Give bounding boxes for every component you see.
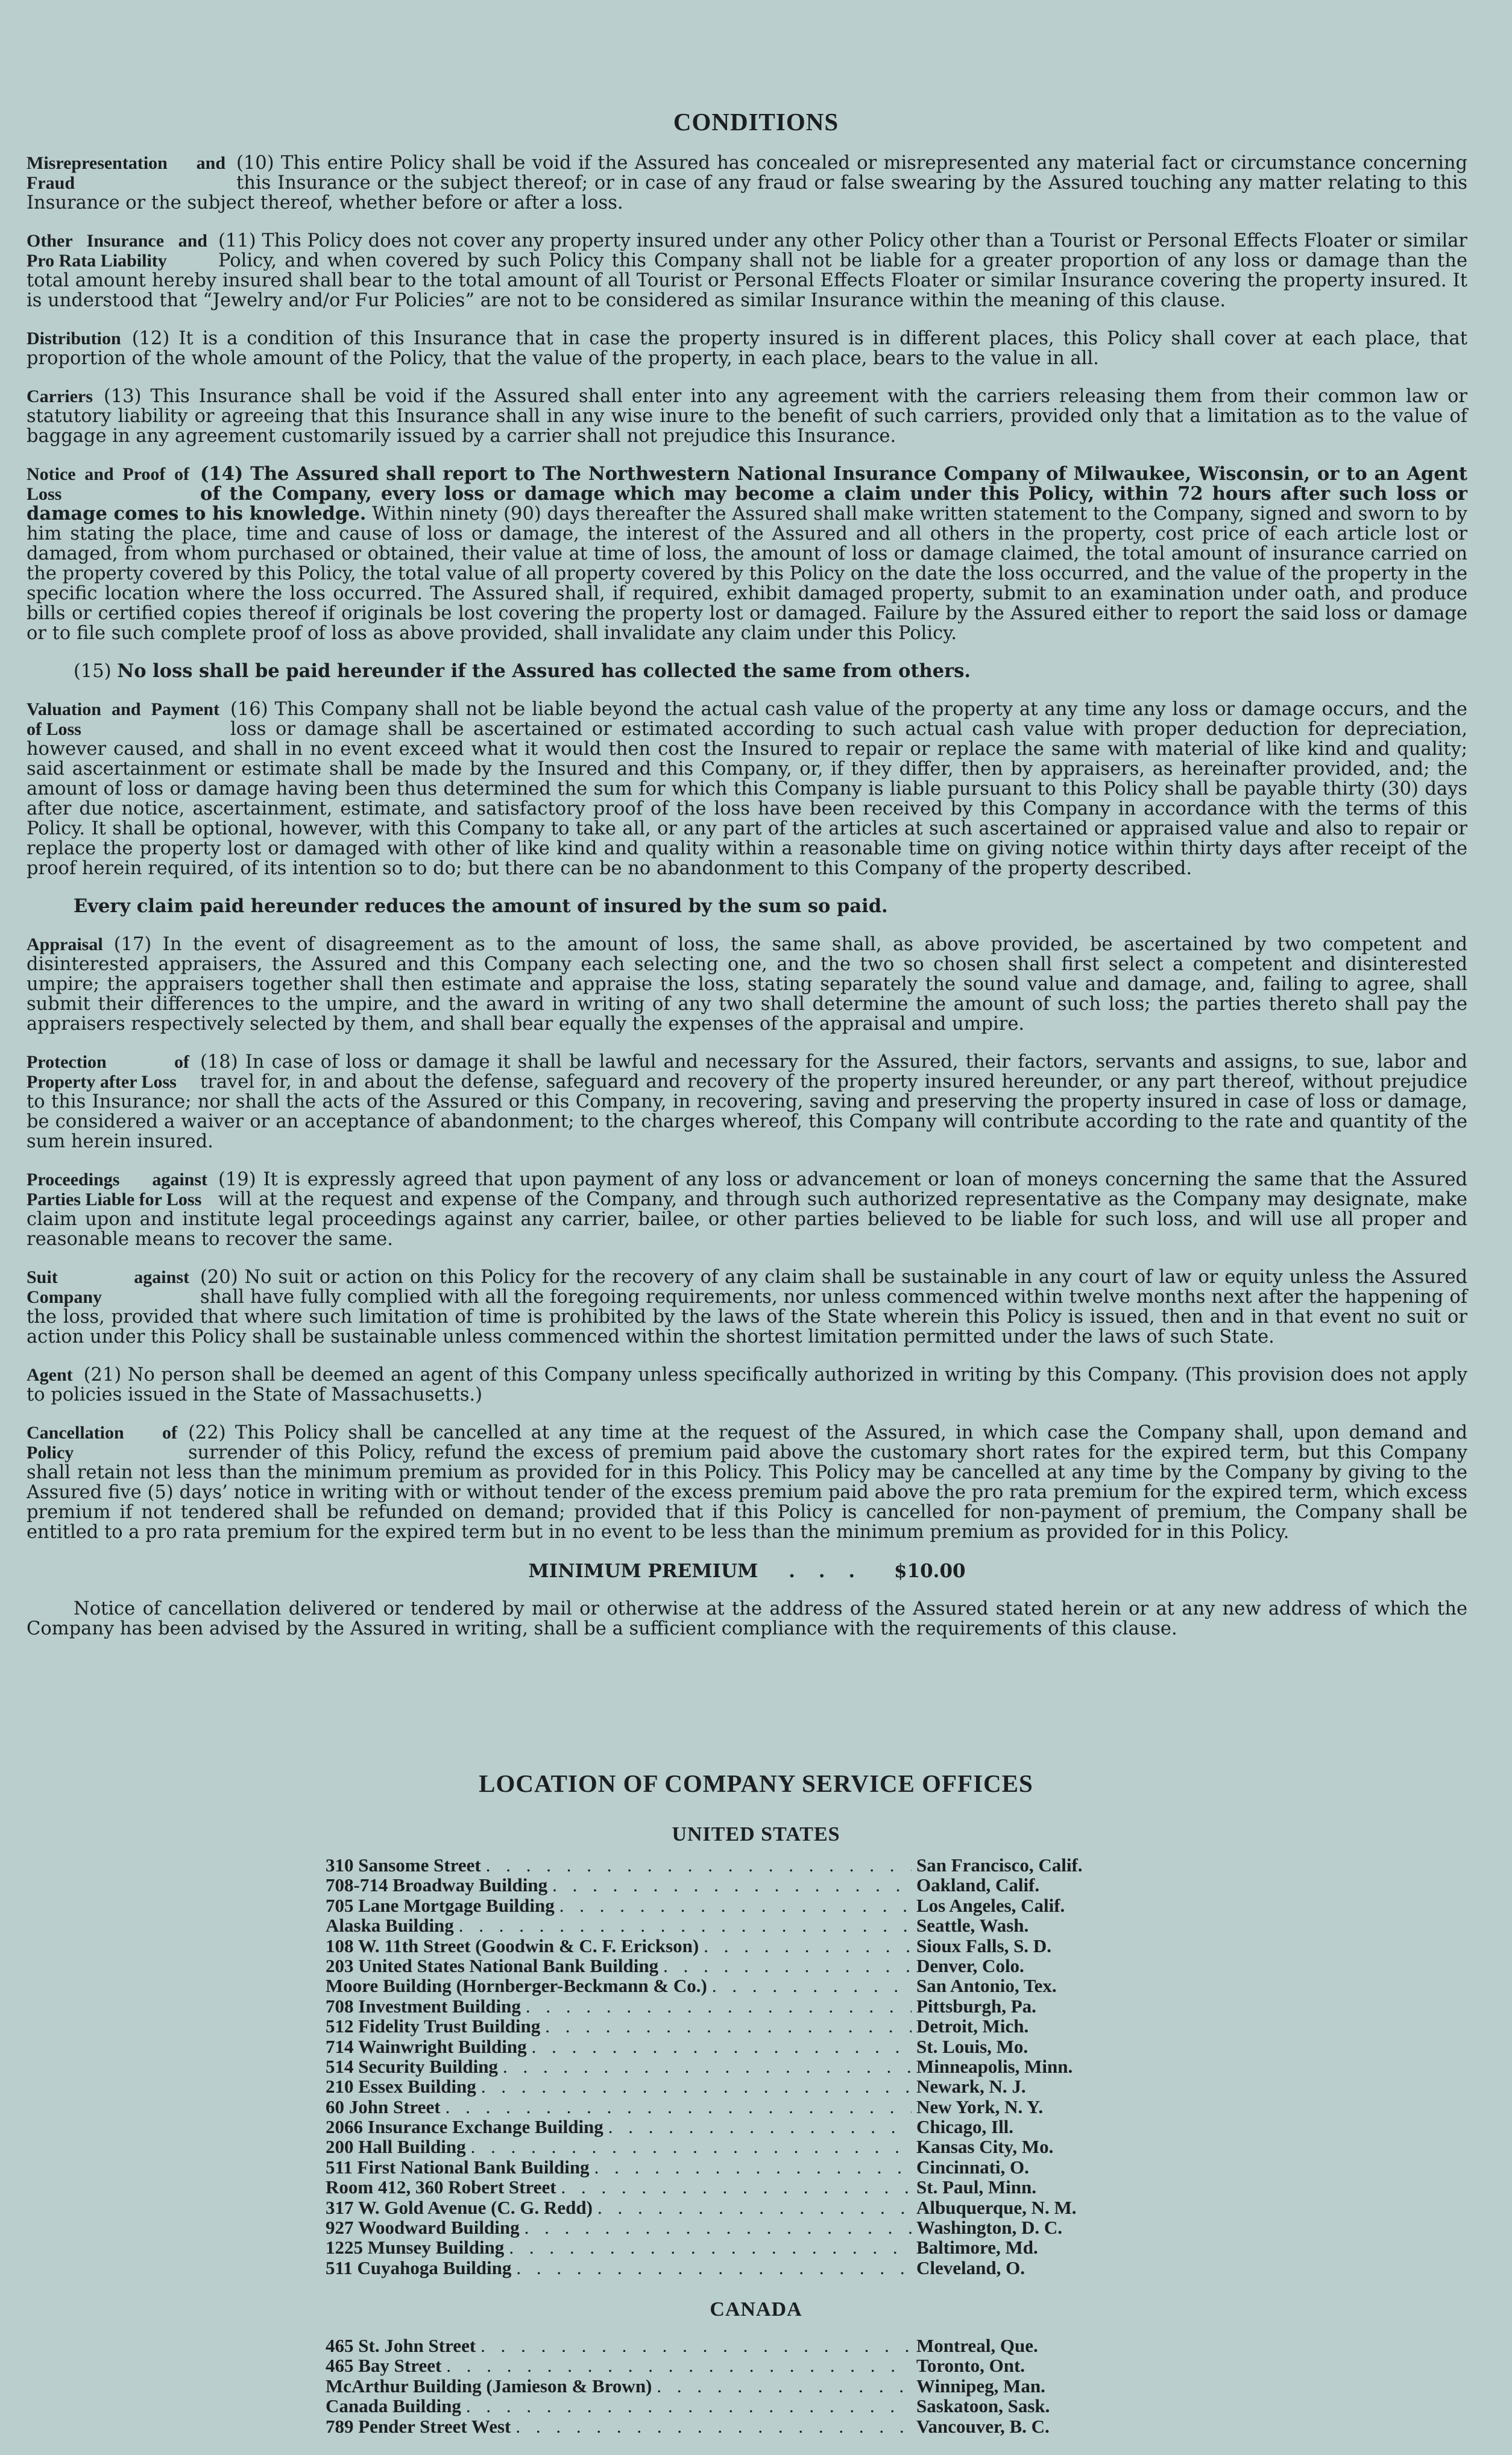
clause-16 (27, 699, 1467, 878)
office-row (326, 2257, 1170, 2277)
clause-number: (15) (74, 661, 112, 682)
clause-12 (27, 329, 1467, 368)
clause-label: Carriers (27, 386, 93, 406)
office-row (326, 2355, 1170, 2375)
clause-label: Other Insurance and Pro Rata Liability (27, 231, 207, 271)
office-row (326, 1895, 1170, 1915)
minimum-premium-value: $10.00 (893, 1560, 966, 1582)
claim-reduction-note (27, 897, 1467, 916)
clause-text: (19) It is expressly agreed that upon payment of any loss or advancement or loan of moneys concerning the same that the Assured will at the request and expense of the Company, and through such authorized representative as the Company may designate, make claim upon and institute legal proceedings against any carrier, bailee, or other parties believed to be liable for such loss, and will use all proper and reasonable means to recover the same. (27, 1169, 1467, 1250)
dot-leader (446, 2355, 912, 2377)
clause-text: (11) This Policy does not cover any property insured under any other Policy other than a Tourist or Personal Effects Floater or similar Policy, and when covered by such Policy this Company shall not be liable for a greater proportion of any loss or damage than the total amount hereby insured shall bear to the total amount of all Tourist or Personal Effects Floater or similar Insurance covering the property insured. It is understood that “Jewelry and/or Fur Policies” are not to be considered as similar Insurance within the meaning of this clause. (27, 230, 1467, 311)
clause-bold-text: No loss shall be paid hereunder if the Assured has collected the same from others. (117, 660, 971, 682)
office-address: 200 Hall Building (326, 2136, 466, 2158)
clause-label: Suit against Company (27, 1267, 189, 1307)
minimum-premium (27, 1560, 1467, 1582)
office-address: Room 412, 360 Robert Street (326, 2176, 556, 2198)
office-address: 317 W. Gold Avenue (C. G. Redd) (326, 2196, 593, 2218)
clause-10 (27, 153, 1467, 213)
office-address: 108 W. 11th Street (Goodwin & C. F. Erickson) (326, 1935, 699, 1956)
office-city: Vancouver, B. C. (916, 2415, 1050, 2437)
office-address: Alaska Building (326, 1915, 454, 1937)
office-city: San Antonio, Tex. (916, 1975, 1057, 1997)
office-address: 714 Wainwright Building (326, 2035, 527, 2057)
office-row (326, 2076, 1170, 2096)
office-city: Sioux Falls, S. D. (916, 1935, 1051, 1956)
office-address: McArthur Building (Jamieson & Brown) (326, 2375, 652, 2397)
office-row (326, 2395, 1170, 2415)
clause-label: Notice and Proof of Loss (27, 464, 189, 504)
us-section-title: UNITED STATES (672, 1823, 840, 1845)
clause-13 (27, 386, 1467, 446)
office-city: Denver, Colo. (916, 1955, 1024, 1976)
clause-20 (27, 1267, 1467, 1347)
office-row (326, 1874, 1170, 1894)
clause-18 (27, 1052, 1467, 1152)
dot-leader (459, 1915, 912, 1937)
office-city: Detroit, Mich. (916, 2015, 1029, 2037)
minimum-premium-dots: . . . (789, 1560, 864, 1582)
dot-leader (509, 2237, 912, 2258)
office-city: Baltimore, Md. (916, 2237, 1038, 2258)
conditions-clauses (27, 153, 1467, 1657)
office-address: 203 United States National Bank Building (326, 1955, 659, 1976)
clause-label: Distribution (27, 329, 121, 348)
office-address: 2066 Insurance Exchange Building (326, 2116, 603, 2138)
clause-text: (20) No suit or action on this Policy for the recovery of any claim shall be sustainable in any court of law or equity unless the Assured shall have fully complied with all the foregoing requirements, nor unless commenced within twelve months next after the happening of the loss, provided that where such limitation of time is prohibited by the laws of the State wherein this Policy is issued, then and in that event no suit or action under this Policy shall be sustainable unless commenced within the shortest limitation permitted under the laws of such State. (27, 1267, 1467, 1347)
office-row (326, 1855, 1170, 1874)
dot-leader (663, 1955, 912, 1977)
office-city: Chicago, Ill. (916, 2116, 1014, 2138)
office-city: Oakland, Calif. (916, 1874, 1040, 1896)
locations-title: LOCATION OF COMPANY SERVICE OFFICES (479, 1770, 1033, 1797)
office-city: Pittsburgh, Pa. (916, 1995, 1036, 2017)
office-row (326, 2036, 1170, 2056)
office-address: 708 Investment Building (326, 1995, 521, 2017)
dot-leader (466, 2395, 912, 2417)
dot-leader (446, 2096, 912, 2118)
office-city: Seattle, Wash. (916, 1915, 1029, 1937)
clause-text: (10) This entire Policy shall be void if the Assured has concealed or misrepresented any material fact or circumstance concerning this Insurance or the subject thereof; or in case of any fraud or false swearing by the Assured touching any matter relating to this Insurance or the subject thereof, whether before or after a loss. (27, 153, 1467, 213)
dot-leader (532, 2036, 912, 2058)
minimum-premium-label: MINIMUM PREMIUM (528, 1560, 758, 1582)
office-row (326, 2375, 1170, 2395)
office-row (326, 2237, 1170, 2257)
office-row (326, 2136, 1170, 2156)
clause-text: Within ninety (90) days thereafter the Assured shall make written statement to the Company, signed and sworn to by him stating the place, time and cause of loss or damage, the interest of the Assured and all others in the property, cost price of each article lost or damaged, from whom purchased or obtained, their value at time of loss, the amount of loss or damage claimed, the total amount of insurance carried on the property covered by this Policy, the total value of all property covered by this Policy on the date the loss occurred, and the value of the property in the specific location where the loss occurred. The Assured shall, if required, exhibit damaged property, submit to an examination under oath, and produce bills or certified copies thereof if originals be lost covering the property lost or damaged. Failure by the Assured either to report the said loss or damage or to file such complete proof of loss as above provided, shall invalidate any claim under this Policy. (27, 503, 1467, 644)
clause-text: (18) In case of loss or damage it shall be lawful and necessary for the Assured, their factors, servants and assigns, to sue, labor and travel for, in and about the defense, safeguard and recovery of the property insured hereunder, or any part thereof, without prejudice to this Insurance; nor shall the acts of the Assured or this Company, in recovering, saving and preserving the property insured in case of loss or damage, be considered a waiver or an acceptance of abandonment; to the charges whereof, this Company will contribute according to the rate and quantity of the sum herein insured. (27, 1051, 1467, 1152)
office-address: 927 Woodward Building (326, 2217, 520, 2239)
office-address: 465 St. John Street (326, 2335, 476, 2356)
office-city: Minneapolis, Minn. (916, 2055, 1073, 2077)
office-address: 514 Security Building (326, 2055, 498, 2077)
office-city: Cincinnati, O. (916, 2156, 1029, 2178)
dot-leader (657, 2375, 912, 2397)
dot-leader (526, 1996, 912, 2017)
office-address: 210 Essex Building (326, 2076, 476, 2097)
office-address: 708-714 Broadway Building (326, 1874, 548, 1896)
clause-bold-text: (14) The Assured shall report to The Northwestern National Insurance Company of Milwaukee, Wisconsin, or to an Agent of the Company, every loss or damage which may become a claim under this Policy, within 72 hours after such loss or damage comes to his knowledge. (27, 463, 1467, 525)
clause-21 (27, 1365, 1467, 1405)
clause-label: Cancellation of Policy (27, 1423, 177, 1463)
conditions-title: CONDITIONS (673, 108, 839, 136)
dot-leader (561, 2176, 912, 2198)
dot-leader (516, 2257, 912, 2279)
office-city: Los Angeles, Calif. (916, 1894, 1065, 1916)
clause-text: (13) This Insurance shall be void if the Assured shall enter into any agreement with the carriers releasing them from their common law or statutory liability or agreeing that this Insurance shall in any wise inure to the benefit of such carriers, provided only that a limitation as to the value of baggage in any agreement customarily issued by a carrier shall not prejudice this Insurance. (27, 386, 1467, 447)
office-row (326, 2335, 1170, 2355)
dot-leader (524, 2217, 912, 2239)
clause-label: Proceedings against Parties Liable for Loss (27, 1170, 207, 1209)
clause-label: Protection of Property after Loss (27, 1052, 189, 1092)
clause-text: (17) In the event of disagreement as to the amount of loss, the same shall, as above provided, be ascertained by two competent and disinterested appraisers, the Assured and this Company each selecting one, and the two so chosen shall first select a competent and disinterested umpire; the appraisers together shall then estimate and appraise the loss, stating separately the sound value and damage, and, failing to agree, shall submit their differences to the umpire, and the award in writing of any two shall determine the amount of such loss; the parties thereto shall pay the appraisers respectively selected by them, and shall bear equally the expenses of the appraisal and umpire. (27, 934, 1467, 1035)
dot-leader (481, 2076, 912, 2097)
office-address: 1225 Munsey Building (326, 2237, 505, 2258)
clause-19 (27, 1170, 1467, 1249)
office-row (326, 1955, 1170, 1975)
dot-leader (608, 2116, 912, 2138)
office-row (326, 2015, 1170, 2035)
cancellation-notice (27, 1599, 1467, 1639)
dot-leader (486, 1855, 912, 1876)
office-address: 465 Bay Street (326, 2355, 442, 2377)
clause-label: Agent (27, 1365, 73, 1385)
office-row (326, 2197, 1170, 2217)
dot-leader (594, 2157, 912, 2178)
dot-leader (712, 1975, 912, 1997)
office-address: Canada Building (326, 2395, 461, 2417)
office-row (326, 2056, 1170, 2076)
clause-17 (27, 934, 1467, 1034)
clause-label: Valuation and Payment of Loss (27, 699, 219, 739)
office-address: 512 Fidelity Trust Building (326, 2015, 541, 2037)
clause-22 (27, 1423, 1467, 1542)
dot-leader (503, 2056, 912, 2078)
us-office-list (326, 1855, 1170, 2277)
dot-leader (704, 1935, 912, 1957)
office-address: 310 Sansome Street (326, 1855, 481, 1876)
dot-leader (597, 2197, 912, 2219)
dot-leader (559, 1895, 912, 1917)
office-row (326, 2416, 1170, 2436)
office-city: Montreal, Que. (916, 2335, 1038, 2356)
office-row (326, 1996, 1170, 2015)
office-address: 705 Lane Mortgage Building (326, 1894, 555, 1916)
clause-text: (22) This Policy shall be cancelled at any time at the request of the Assured, in which case the Company shall, upon demand and surrender of this Policy, refund the excess of premium paid above the customary short rates for the expired term, but this Company shall retain not less than the minimum premium as provided for in this Policy. This Policy may be cancelled at any time by the Company by giving to the Assured five (5) days’ notice in writing with or without tender of the excess premium paid above the pro rata premium for the expired term, which excess premium if not tendered shall be refunded on demand; provided that if this Policy is cancelled for non-payment of premium, the Company shall be entitled to a pro rata premium for the expired term but in no event to be less than the minimum premium as provided for in this Policy. (27, 1422, 1467, 1543)
office-city: Winnipeg, Man. (916, 2375, 1045, 2397)
dot-leader (515, 2416, 912, 2438)
office-row (326, 1915, 1170, 1935)
cancellation-notice-text: Notice of cancellation delivered or tendered by mail or otherwise at the address of the Assured stated herein or at any new address of which the Company has been advised by the Assured in writing, shall be a sufficient compliance with the requirements of this clause. (27, 1598, 1467, 1639)
office-city: Toronto, Ont. (916, 2355, 1025, 2377)
office-row (326, 2176, 1170, 2196)
dot-leader (545, 2015, 912, 2037)
canada-section-title: CANADA (710, 2298, 802, 2321)
office-city: St. Paul, Minn. (916, 2176, 1036, 2198)
clause-text: (12) It is a condition of this Insurance that in case the property insured is in different places, this Policy shall cover at each place, that proportion of the whole amount of the Policy, that the value of the property, in each place, bears to the value in all. (27, 328, 1467, 369)
clause-text: (16) This Company shall not be liable beyond the actual cash value of the property at any time any loss or damage occurs, and the loss or damage shall be ascertained or estimated according to such actual cash value with proper deduction for depreciation, however caused, and shall in no event exceed what it would then cost the Insured to repair or replace the same with material of like kind and quality; said ascertainment or estimate shall be made by the Insured and this Company, or, if they differ, then by appraisers, as hereinafter provided, and; the amount of loss or damage having been thus determined the sum for which this Company is liable pursuant to this Policy shall be payable thirty (30) days after due notice, ascertainment, estimate, and satisfactory proof of the loss have been received by this Company in accordance with the terms of this Policy. It shall be optional, however, with this Company to take all, or any part of the articles at such ascertained or appraised value and also to repair or replace the property lost or damaged with other of like kind and quality within a reasonable time on giving notice within thirty days after receipt of the proof herein required, of its intention so to do; but there can be no abandonment to this Company of the property described. (27, 699, 1467, 879)
clause-bold-text: Every claim paid hereunder reduces the amount of insured by the sum so paid. (74, 895, 888, 917)
office-city: Saskatoon, Sask. (916, 2395, 1050, 2417)
dot-leader (552, 1874, 912, 1896)
office-city: St. Louis, Mo. (916, 2035, 1028, 2057)
office-city: Newark, N. J. (916, 2076, 1026, 2097)
office-row (326, 1935, 1170, 1955)
office-row (326, 2157, 1170, 2176)
office-city: San Francisco, Calif. (916, 1855, 1083, 1876)
office-city: Cleveland, O. (916, 2257, 1025, 2278)
canada-office-list (326, 2335, 1170, 2436)
clause-14 (27, 464, 1467, 643)
office-address: Moore Building (Hornberger-Beckmann & Co.) (326, 1975, 707, 1997)
clause-11 (27, 231, 1467, 310)
clause-15 (27, 661, 1467, 681)
dot-leader (480, 2335, 912, 2357)
clause-text: (21) No person shall be deemed an agent of this Company unless specifically authorized in writing by this Company. (This provision does not apply to policies issued in the State of Massachusetts.) (27, 1364, 1467, 1405)
office-city: New York, N. Y. (916, 2096, 1044, 2117)
clause-label: Misrepresentation and Fraud (27, 153, 225, 193)
office-city: Washington, D. C. (916, 2217, 1063, 2239)
office-city: Albuquerque, N. M. (916, 2196, 1077, 2218)
office-row (326, 2096, 1170, 2116)
office-city: Kansas City, Mo. (916, 2136, 1054, 2158)
office-row (326, 1975, 1170, 1995)
clause-label: Appraisal (27, 934, 103, 954)
office-row (326, 2116, 1170, 2136)
office-address: 511 Cuyahoga Building (326, 2257, 512, 2278)
office-address: 60 John Street (326, 2096, 441, 2117)
office-address: 789 Pender Street West (326, 2415, 511, 2437)
dot-leader (471, 2136, 912, 2158)
office-address: 511 First National Bank Building (326, 2156, 590, 2178)
office-row (326, 2217, 1170, 2237)
